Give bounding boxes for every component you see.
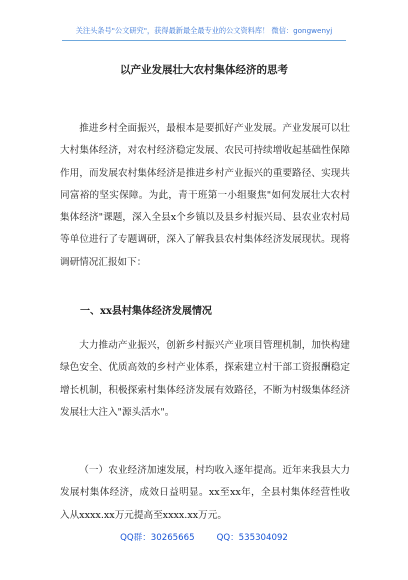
footer-contact	[0, 531, 408, 543]
body-paragraph-intro: 推进乡村全面振兴，最根本是要抓好产业发展。产业发展可以壮大村集体经济，对农村经济稳定发展、农民可持续增收起基础性保障作用，而发展农村集体经济是推进乡村产业振兴的重要路径、实现共同富裕的坚实保障。为此，青干班第一小组聚焦"如何发展壮大农村集体经济"课题，深入全县x个乡镇以及县乡村振兴局、县农业农村局等单位进行了专题调研，深入了解我县农村集体经济发展现状。现将调研情况汇报如下：	[60, 123, 350, 268]
footer-qq-number: QQ：535304092	[216, 533, 288, 543]
footer-qq-group: QQ群：30265665	[120, 533, 195, 543]
header-banner: 关注头条号"公文研究"，获得最新最全最专业的公文资料库！ 微信：gongwenyj	[75, 26, 333, 35]
body-paragraph-3: （一）农业经济加速发展，村均收入逐年提高。近年来我县大力发展村集体经济，成效日益明显。xx至xx年，全县村集体经营性收入从xxxx.xx万元提高至xxxx.xx万元。	[60, 465, 350, 521]
header-divider	[62, 40, 346, 41]
body-paragraph-2: 大力推动产业振兴，创新乡村振兴产业项目管理机制，加快构建绿色安全、优质高效的乡村产业体系，探索建立村干部工资报酬稳定增长机制，积极探索村集体经济发展有效路径，不断为村级集体经济发展壮大注入"源头活水"。	[60, 340, 350, 418]
document-title: 以产业发展壮大农村集体经济的思考	[120, 64, 288, 76]
section-heading-1: 一、xx县村集体经济发展情况	[80, 306, 212, 317]
